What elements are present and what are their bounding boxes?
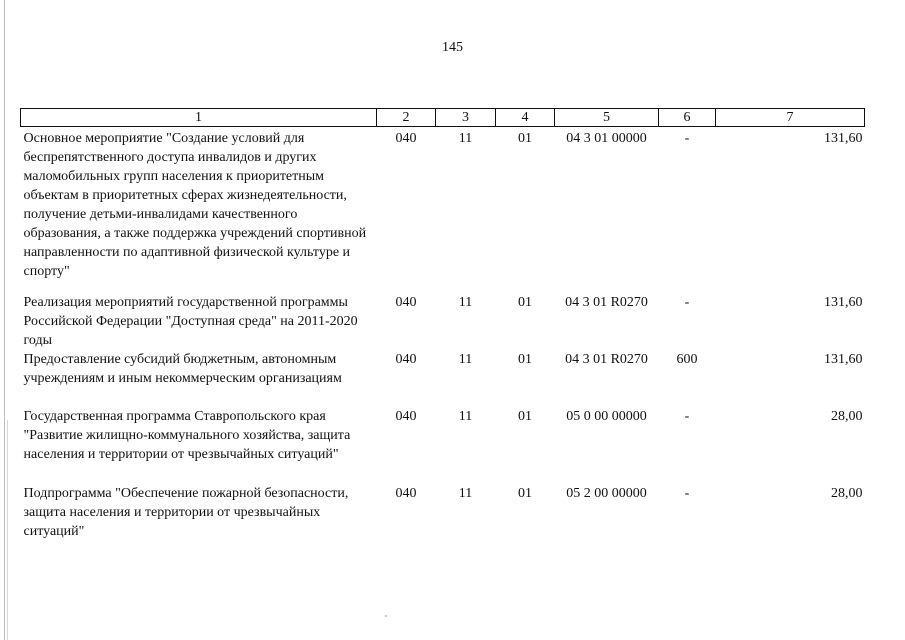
row-ministry: 040 — [395, 486, 417, 501]
scan-left-edge-inner — [7, 420, 8, 640]
row-section: 11 — [458, 409, 473, 424]
row-expense-type: - — [684, 486, 690, 501]
row-subsection: 01 — [518, 131, 532, 146]
scan-left-edge — [4, 0, 5, 640]
column-header-subsection: 4 — [496, 109, 555, 127]
column-header-target-article: 5 — [555, 109, 659, 127]
column-header-section: 3 — [436, 109, 496, 127]
table-row — [21, 127, 865, 294]
row-amount: 131,60 — [824, 131, 863, 146]
row-ministry: 040 — [395, 131, 417, 146]
row-amount: 28,00 — [831, 409, 863, 424]
row-section: 11 — [458, 131, 473, 146]
row-amount: 131,60 — [824, 352, 863, 367]
row-name: Государственная программа Ставропольского края "Развитие жилищно-коммунального хозяйства, защита населения и территории от чрезвычайных ситуаций" — [23, 409, 351, 462]
row-target-article: 04 3 01 R0270 — [565, 352, 648, 367]
row-target-article: 05 0 00 00000 — [566, 409, 647, 424]
row-name: Основное мероприятие "Создание условий для беспрепятственного доступа инвалидов и других маломобильных групп населения к приоритетным объектам в приоритетных сферах жизнедеятельности, получение детьми-инвалидами качественного образования, а также поддержка учреждений спортивной направленности по адаптивной физической культуре и спорту" — [23, 131, 367, 279]
row-subsection: 01 — [518, 352, 532, 367]
table-row — [21, 407, 865, 484]
row-section: 11 — [458, 352, 473, 367]
row-expense-type: 600 — [676, 352, 698, 367]
column-header-ministry: 2 — [377, 109, 436, 127]
column-header-expense-type: 6 — [659, 109, 716, 127]
table-header-row — [21, 109, 865, 127]
row-ministry: 040 — [395, 352, 417, 367]
row-section: 11 — [458, 295, 473, 310]
row-ministry: 040 — [395, 409, 417, 424]
scan-speck — [385, 615, 387, 617]
row-name: Предоставление субсидий бюджетным, автономным учреждениям и иным некоммерческим организациям — [23, 352, 342, 386]
row-subsection: 01 — [518, 409, 532, 424]
column-header-name: 1 — [21, 109, 377, 127]
row-subsection: 01 — [518, 295, 532, 310]
column-header-amount: 7 — [716, 109, 865, 127]
row-expense-type: - — [684, 131, 690, 146]
table-row — [21, 350, 865, 407]
row-target-article: 04 3 01 R0270 — [565, 295, 648, 310]
table-row — [21, 484, 865, 544]
row-subsection: 01 — [518, 486, 532, 501]
row-ministry: 040 — [395, 295, 417, 310]
row-name: Реализация мероприятий государственной программы Российской Федерации "Доступная среда" на 2011-2020 годы — [23, 295, 358, 348]
budget-table — [20, 108, 865, 544]
row-name: Подпрограмма "Обеспечение пожарной безопасности, защита населения и территории от чрезвычайных ситуаций" — [23, 486, 349, 539]
row-section: 11 — [458, 486, 473, 501]
page-number: 145 — [442, 40, 463, 55]
row-target-article: 05 2 00 00000 — [566, 486, 647, 501]
row-target-article: 04 3 01 00000 — [566, 131, 647, 146]
row-amount: 28,00 — [831, 486, 863, 501]
row-amount: 131,60 — [824, 295, 863, 310]
row-expense-type: - — [684, 295, 690, 310]
row-expense-type: - — [684, 409, 690, 424]
table-row — [21, 293, 865, 350]
